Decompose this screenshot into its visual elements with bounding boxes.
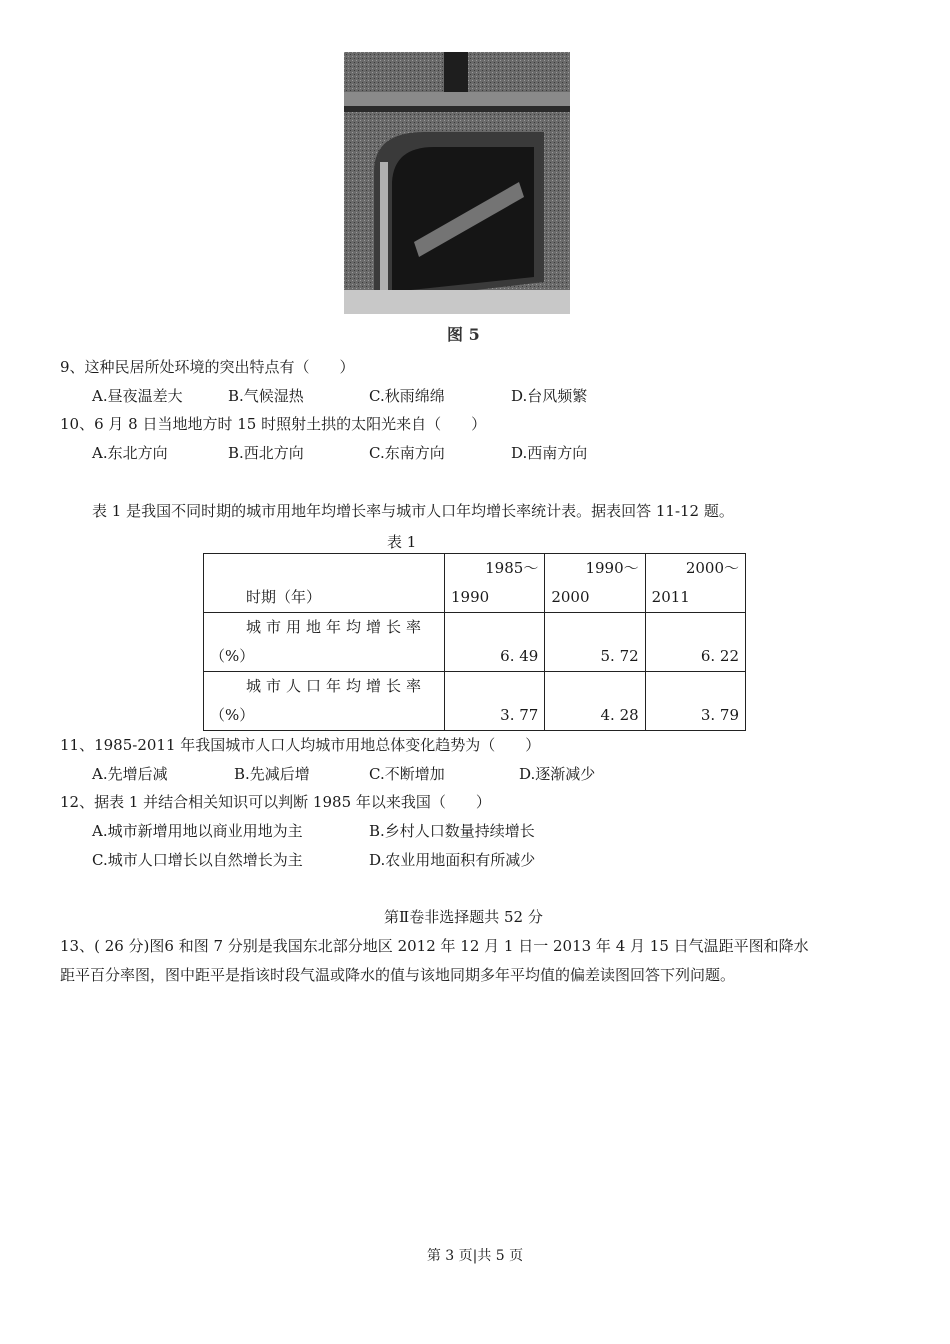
table-cell — [445, 613, 545, 672]
table-cell — [645, 613, 745, 672]
question-11-option-b: B.先减后增 — [234, 765, 310, 783]
period-1-start: 1985～ — [485, 559, 539, 577]
period-3-start: 2000～ — [685, 559, 739, 577]
table-header-cell — [545, 554, 645, 613]
period-3-end: 2011 — [651, 588, 690, 606]
table-row — [204, 554, 746, 613]
question-10-option-a: A.东北方向 — [92, 444, 168, 462]
question-9-option-c: C.秋雨绵绵 — [369, 387, 445, 405]
question-12-option-b: B.乡村人口数量持续增长 — [369, 822, 535, 840]
question-10-option-c: C.东南方向 — [369, 444, 445, 462]
question-10-option-b: B.西北方向 — [228, 444, 304, 462]
figure-5-caption: 图 5 — [447, 325, 480, 344]
question-12-option-a: A.城市新增用地以商业用地为主 — [92, 822, 303, 840]
question-13-line-2: 距平百分率图，图中距平是指该时段气温或降水的值与该地同期多年平均值的偏差读图回答下列问题。 — [60, 966, 736, 984]
page-footer: 第 3 页|共 5 页 — [426, 1248, 524, 1264]
table-cell — [445, 672, 545, 731]
row-label-cell — [204, 613, 445, 672]
cell-value: 6. 49 — [500, 647, 539, 665]
question-12-stem: 12、据表 1 并结合相关知识可以判断 1985 年以来我国（ ） — [60, 793, 491, 811]
question-12-option-c: C.城市人口增长以自然增长为主 — [92, 851, 303, 869]
cell-value: 4. 28 — [600, 706, 639, 724]
table-row — [204, 672, 746, 731]
table-header-cell — [204, 554, 445, 613]
cell-value: 6. 22 — [700, 647, 739, 665]
table-header-cell — [445, 554, 545, 613]
question-11-stem: 11、1985-2011 年我国城市人口人均城市用地总体变化趋势为（ ） — [60, 736, 541, 754]
table-cell — [545, 672, 645, 731]
question-9-stem: 9、这种民居所处环境的突出特点有（ ） — [60, 358, 355, 376]
period-2-end: 2000 — [551, 588, 590, 606]
period-label: 时期（年） — [246, 588, 322, 606]
row-label: 城市人口年均增长率 — [246, 677, 427, 695]
question-9-option-b: B.气候湿热 — [228, 387, 304, 405]
table-1 — [203, 553, 746, 731]
question-9-option-d: D.台风频繁 — [511, 387, 588, 405]
table-intro-text: 表 1 是我国不同时期的城市用地年均增长率与城市人口年均增长率统计表。据表回答 11-12 题。 — [92, 502, 734, 520]
question-13-line-1: 13、( 26 分)图6 和图 7 分别是我国东北部分地区 2012 年 12 月 1 日一 2013 年 4 月 15 日气温距平图和降水 — [60, 937, 809, 955]
period-2-start: 1990～ — [585, 559, 639, 577]
dwelling-photo — [344, 52, 570, 314]
table-cell — [645, 672, 745, 731]
question-12-option-d: D.农业用地面积有所减少 — [369, 851, 536, 869]
question-9-option-a: A.昼夜温差大 — [92, 387, 183, 405]
period-1-end: 1990 — [451, 588, 490, 606]
question-11-option-d: D.逐渐减少 — [519, 765, 596, 783]
row-unit: （%） — [210, 706, 255, 724]
table-header-cell — [645, 554, 745, 613]
cell-value: 3. 77 — [500, 706, 539, 724]
question-11-option-c: C.不断增加 — [369, 765, 445, 783]
figure-5-photo — [344, 52, 570, 314]
question-11-option-a: A.先增后减 — [92, 765, 168, 783]
row-unit: （%） — [210, 647, 255, 665]
row-label-cell — [204, 672, 445, 731]
row-label: 城市用地年均增长率 — [246, 618, 427, 636]
table-title: 表 1 — [387, 533, 417, 551]
question-10-option-d: D.西南方向 — [511, 444, 588, 462]
table-cell — [545, 613, 645, 672]
cell-value: 5. 72 — [600, 647, 639, 665]
table-row — [204, 613, 746, 672]
cell-value: 3. 79 — [700, 706, 739, 724]
question-10-stem: 10、6 月 8 日当地地方时 15 时照射土拱的太阳光来自（ ） — [60, 415, 487, 433]
section-2-heading: 第Ⅱ卷非选择题共 52 分 — [384, 908, 543, 926]
